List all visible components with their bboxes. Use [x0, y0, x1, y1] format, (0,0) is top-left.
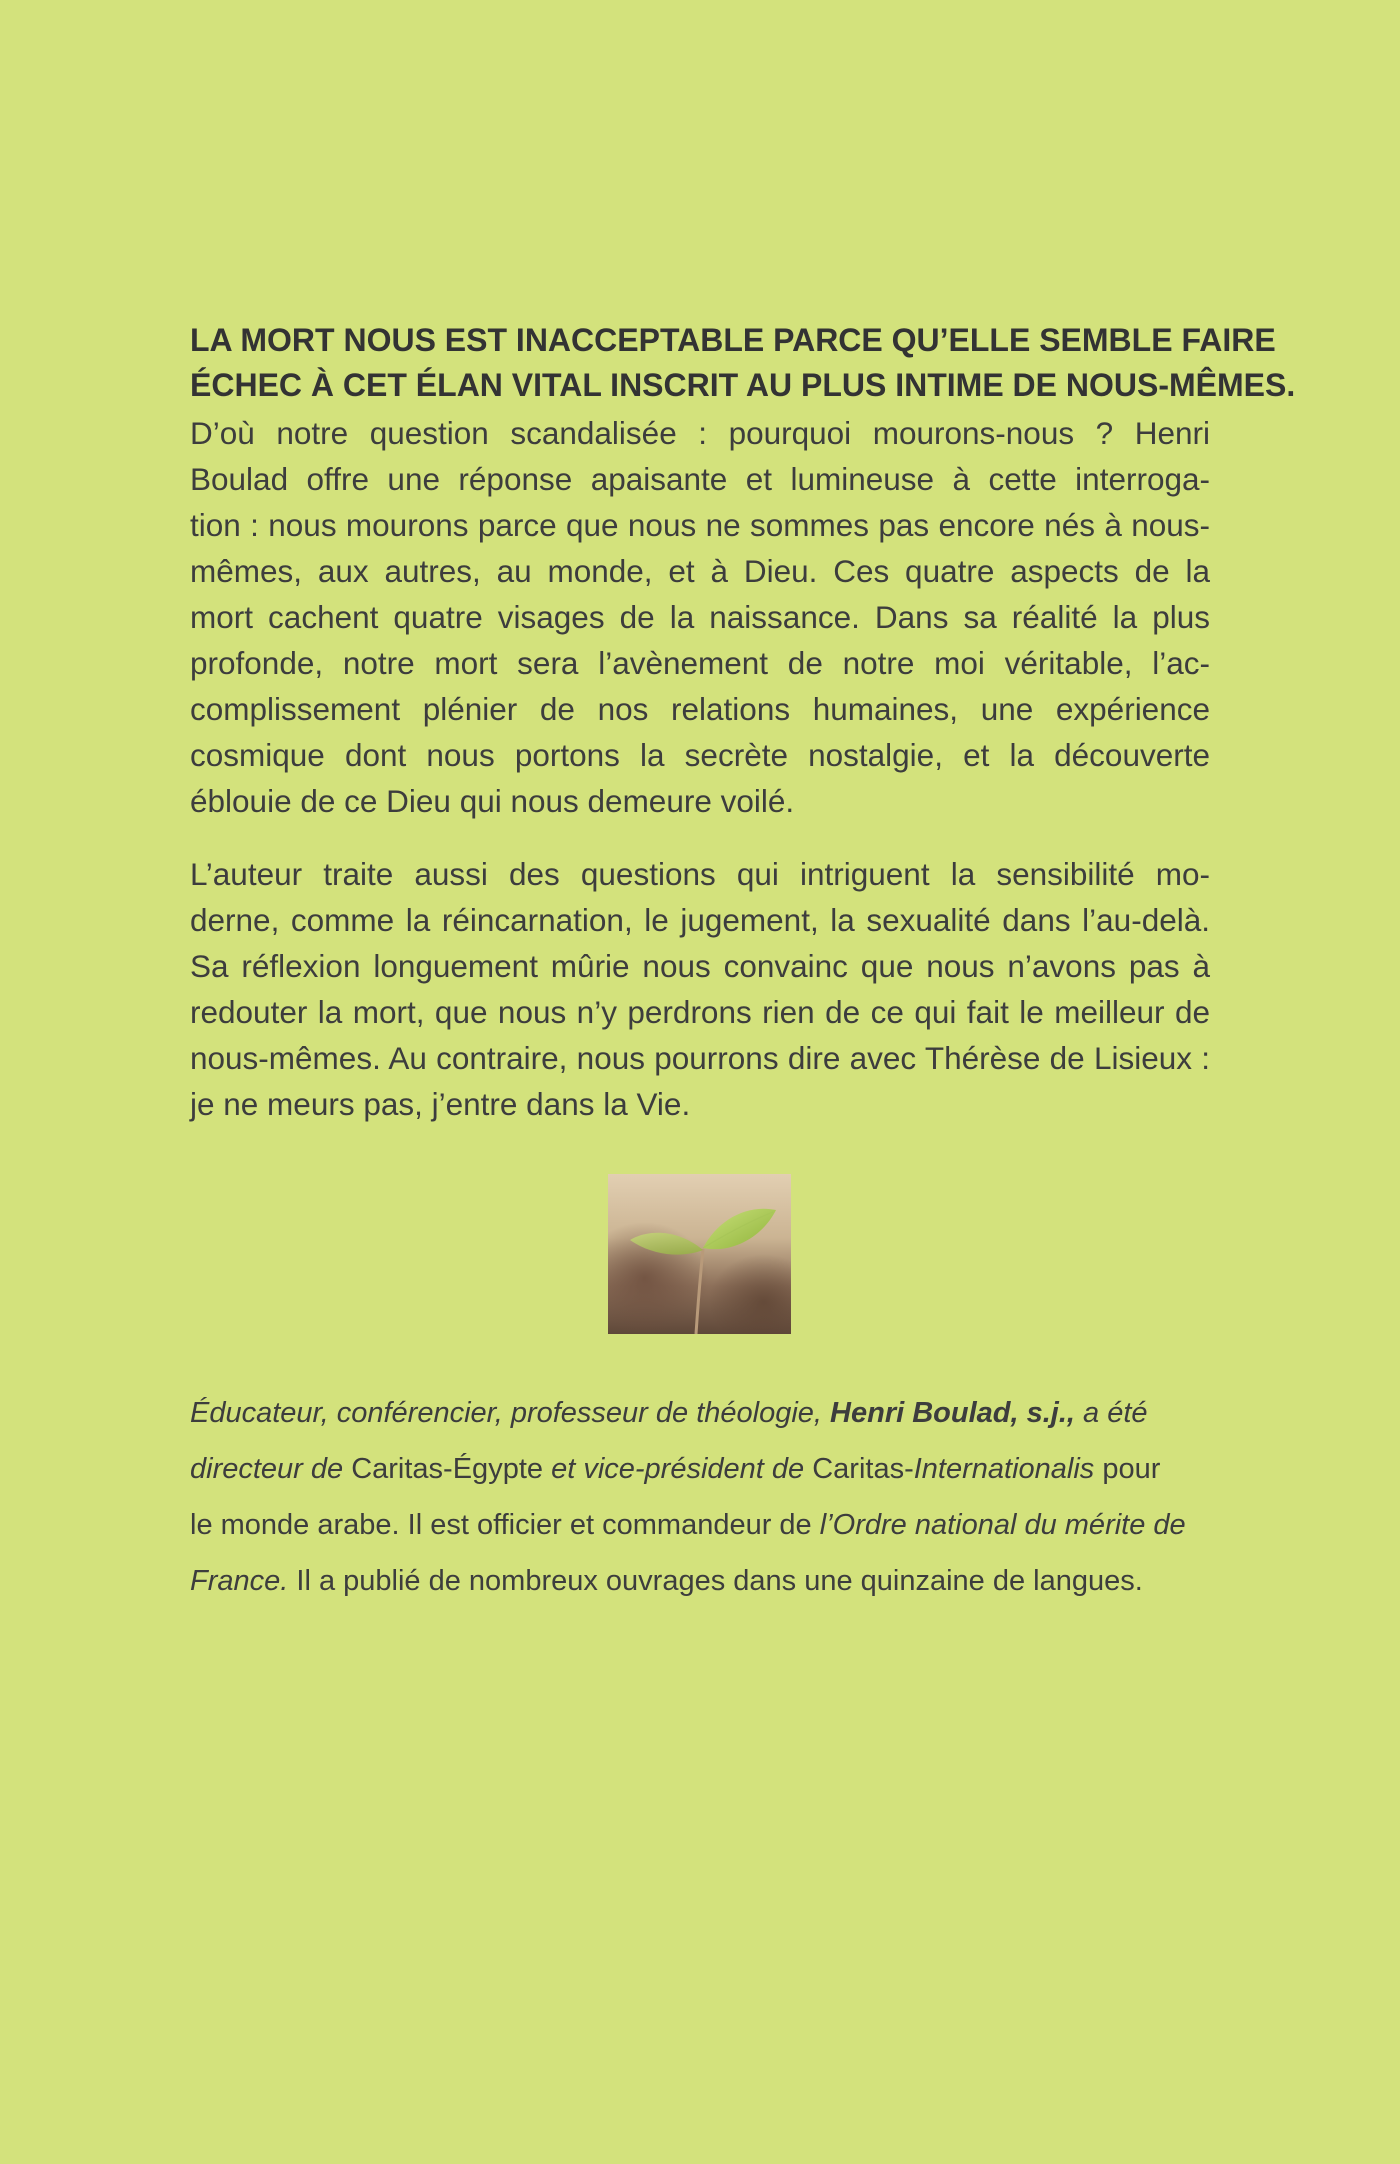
bio-text: et vice-président de	[543, 1453, 813, 1485]
seedling-photo-icon	[608, 1174, 791, 1334]
paragraph-line: profonde, notre mort sera l’avènement de notre moi véritable, l’ac-	[190, 645, 1210, 681]
paragraph-line: mêmes, aux autres, au monde, et à Dieu. Ces quatre aspects de la	[190, 553, 1210, 589]
headline-line-2: ÉCHEC À CET ÉLAN VITAL INSCRIT AU PLUS INTIME DE NOUS-MÊMES.	[190, 367, 1296, 403]
paragraph-line: Sa réflexion longuement mûrie nous convainc que nous n’avons pas à	[190, 948, 1210, 984]
bio-text: a été	[1074, 1397, 1148, 1429]
bio-text: Il a publié de nombreux ouvrages dans une quinzaine de langues.	[288, 1565, 1143, 1597]
bio-line	[190, 1497, 1210, 1553]
paragraph-line: redouter la mort, que nous n’y perdrons rien de ce qui fait le meilleur de	[190, 994, 1210, 1030]
author-topics-paragraph	[190, 851, 1210, 1127]
bio-line	[190, 1553, 1210, 1609]
author-bio	[190, 1385, 1210, 1609]
bio-line	[190, 1385, 1210, 1441]
bio-text: Éducateur, conférencier, professeur de théologie,	[190, 1397, 831, 1429]
bio-text: France.	[190, 1565, 289, 1597]
paragraph-line: complissement plénier de nos relations humaines, une expérience	[190, 691, 1210, 727]
paragraph-line: derne, comme la réincarnation, le jugement, la sexualité dans l’au-delà.	[190, 902, 1210, 938]
paragraph-line: L’auteur traite aussi des questions qui intriguent la sensibilité mo-	[190, 856, 1210, 892]
seedling-illustration	[608, 1174, 791, 1334]
bio-text: Caritas-	[812, 1453, 914, 1485]
bio-text: pour	[1094, 1453, 1161, 1485]
bio-line	[190, 1441, 1210, 1497]
paragraph-line: D’où notre question scandalisée : pourquoi mourons-nous ? Henri	[190, 415, 1210, 451]
bio-text: Caritas-Égypte	[351, 1453, 544, 1485]
bio-text: Internationalis	[913, 1453, 1095, 1485]
headline-line-1: LA MORT NOUS EST INACCEPTABLE PARCE QU’ELLE SEMBLE FAIRE	[190, 322, 1276, 358]
summary-paragraph	[190, 410, 1210, 824]
paragraph-line: mort cachent quatre visages de la naissance. Dans sa réalité la plus	[190, 599, 1210, 635]
paragraph-line: tion : nous mourons parce que nous ne sommes pas encore nés à nous-	[190, 507, 1210, 543]
headline	[190, 318, 1296, 408]
author-name: Henri Boulad, s.j.,	[830, 1397, 1075, 1429]
bio-text: directeur de	[190, 1453, 352, 1485]
paragraph-line: nous-mêmes. Au contraire, nous pourrons dire avec Thérèse de Lisieux :	[190, 1040, 1210, 1076]
paragraph-line: Boulad offre une réponse apaisante et lumineuse à cette interroga-	[190, 461, 1210, 497]
paragraph-line: cosmique dont nous portons la secrète nostalgie, et la découverte	[190, 737, 1210, 773]
paragraph-line: je ne meurs pas, j’entre dans la Vie.	[190, 1086, 691, 1122]
bio-text: le monde arabe. Il est officier et commandeur de	[190, 1509, 820, 1541]
bio-text: l’Ordre national du mérite de	[819, 1509, 1186, 1541]
paragraph-line: éblouie de ce Dieu qui nous demeure voilé.	[190, 783, 795, 819]
